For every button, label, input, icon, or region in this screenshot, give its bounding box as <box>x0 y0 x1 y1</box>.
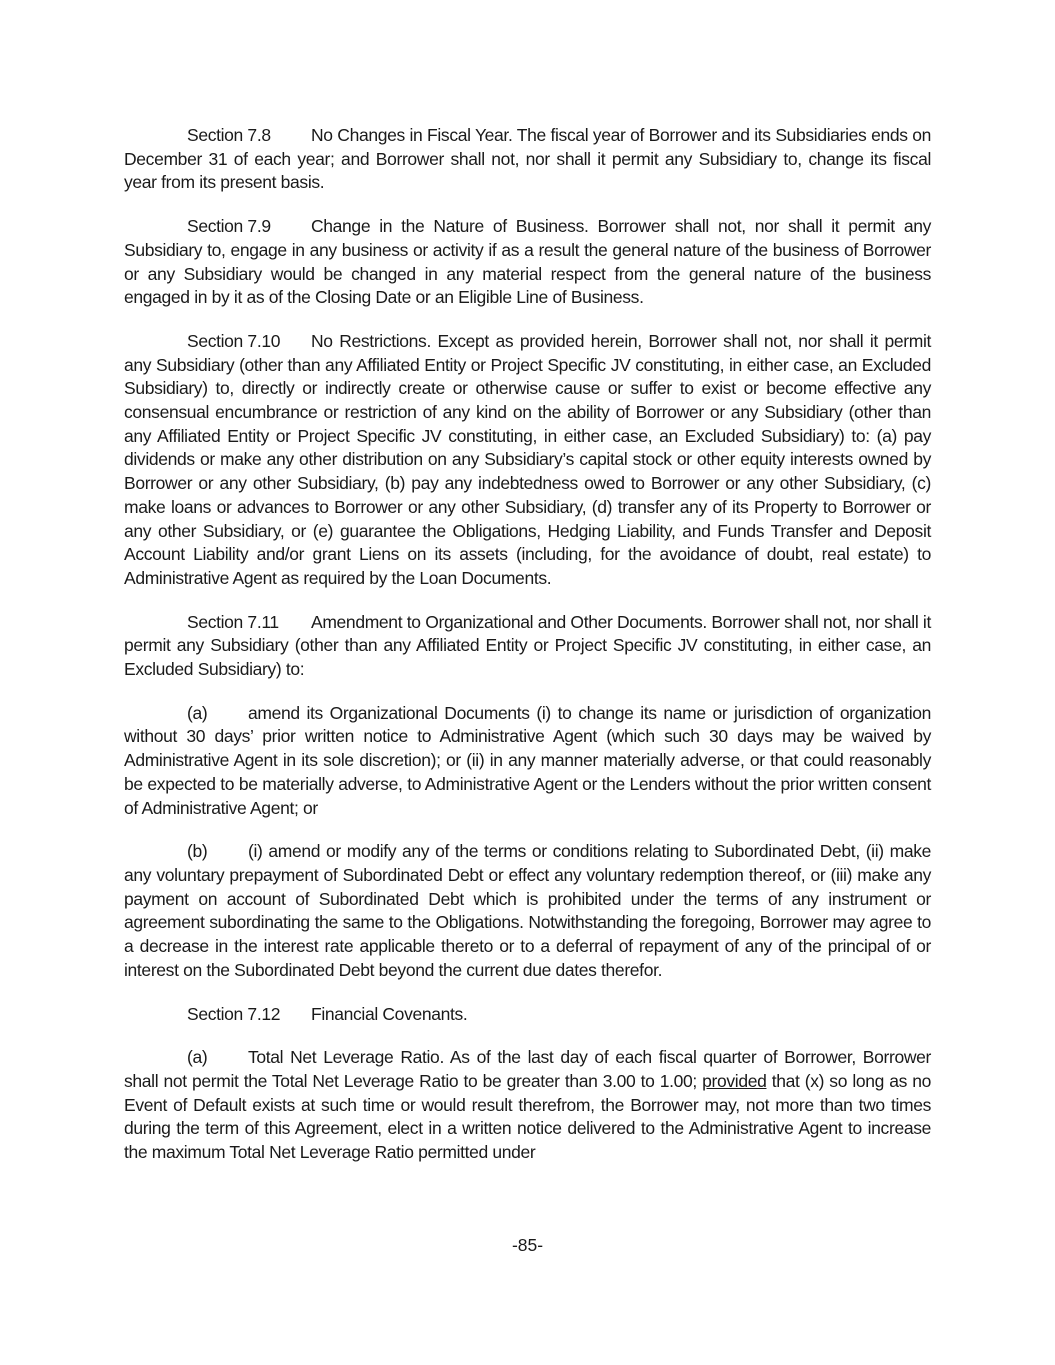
section-title: No Restrictions. <box>311 330 431 351</box>
page-number: -85- <box>511 1235 544 1255</box>
subsection-7-11-a <box>124 702 931 821</box>
section-7-10 <box>124 330 931 591</box>
section-7-12 <box>124 1003 931 1027</box>
section-body: Except as provided herein, Borrower shall not, nor shall it permit any Subsidiary (other than any Affiliated Entity or Project Specific JV constituting, in either case, an Excluded Subsidiary) to, directly or indirectly create or otherwise cause or suffer to exist or become effective any consensual encumbrance or restriction of any kind on the ability of Borrower or any Subsidiary (other than any Affiliated Entity or Project Specific JV constituting, in either case, an Excluded Subsidiary) to: (a) pay dividends or make any other distribution on any Subsidiary’s capital stock or other equity interests owned by Borrower or any other Subsidiary, (b) pay any indebtedness owed to Borrower or any other Subsidiary, (c) make loans or advances to Borrower or any other Subsidiary, (d) transfer any of its Property to Borrower or any other Subsidiary, or (e) guarantee the Obligations, Hedging Liability, and Funds Transfer and Deposit Account Liability and/or grant Liens on its assets (including, for the avoidance of doubt, real estate) to Administrative Agent as required by the Loan Documents. <box>124 330 931 588</box>
section-body: Borrower shall not, nor shall it permit any Subsidiary (other than any Affiliated Entity or Project Specific JV constituting, in either case, an Excluded Subsidiary) to: <box>124 611 931 680</box>
section-number: Section 7.11 <box>187 611 279 632</box>
section-7-9 <box>124 215 931 310</box>
section-body: The fiscal year of Borrower and its Subsidiaries ends on December 31 of each year; and Borrower shall not, nor shall it permit any Subsidiary to, change its fiscal year from its present basis. <box>124 125 931 193</box>
subsection-label: (a) <box>187 1047 208 1068</box>
section-number: Section 7.10 <box>187 330 281 351</box>
document-page <box>124 124 931 1185</box>
section-number: Section 7.9 <box>187 216 271 237</box>
subsection-7-12-a <box>124 1046 931 1165</box>
subsection-body: amend its Organizational Documents (i) to change its name or jurisdiction of organization without 30 days’ prior written notice to Administrative Agent (which such 30 days may be waived by Administrative Agent in its sole discretion); or (ii) in any manner materially adverse, or that could reasonably be expected to be materially adverse, to Administrative Agent or the Lenders without the prior written consent of Administrative Agent; or <box>124 702 931 818</box>
section-title: Change in the Nature of Business. <box>311 216 589 237</box>
subsection-body: (i) amend or modify any of the terms or conditions relating to Subordinated Debt, (ii) make any voluntary prepayment of Subordinated Debt or effect any voluntary redemption thereof, or (iii) make any payment on account of Subordinated Debt which is prohibited under the terms of any instrument or agreement subordinating the same to the Obligations. Notwithstanding the foregoing, Borrower may agree to a decrease in the interest rate applicable thereto or to a deferral of repayment of any of the principal of or interest on the Subordinated Debt beyond the current due dates therefor. <box>124 841 931 980</box>
subsection-label: (b) <box>187 841 208 862</box>
section-title: No Changes in Fiscal Year. <box>311 125 513 145</box>
subsection-label: (a) <box>187 702 208 723</box>
subsection-body-before: As of the last day of each fiscal quarter of Borrower, Borrower shall not permit the Total Net Leverage Ratio to be greater than 3.00 to 1.00; <box>124 1047 932 1091</box>
section-body: Borrower shall not, nor shall it permit any Subsidiary to, engage in any business or activity if as a result the general nature of the business of Borrower or any Subsidiary would be changed in any material respect from the general nature of the business engaged in by it as of the Closing Date or an Eligible Line of Business. <box>124 216 931 308</box>
subsection-body-after: that (x) so long as no Event of Default exists at such time or would result therefrom, the Borrower may, not more than two times during the term of this Agreement, elect in a written notice delivered to the Administrative Agent to increase the maximum Total Net Leverage Ratio permitted under <box>124 1070 932 1163</box>
section-7-11 <box>124 611 931 682</box>
section-number: Section 7.8 <box>187 125 271 145</box>
subsection-7-11-b <box>124 840 931 982</box>
section-title: Amendment to Organizational and Other Documents. <box>311 611 707 632</box>
section-7-8 <box>124 124 931 195</box>
provided-term: provided <box>702 1070 767 1091</box>
section-number: Section 7.12 <box>187 1003 281 1024</box>
subsection-title: Total Net Leverage Ratio. <box>248 1047 444 1068</box>
section-title: Financial Covenants. <box>311 1003 468 1024</box>
